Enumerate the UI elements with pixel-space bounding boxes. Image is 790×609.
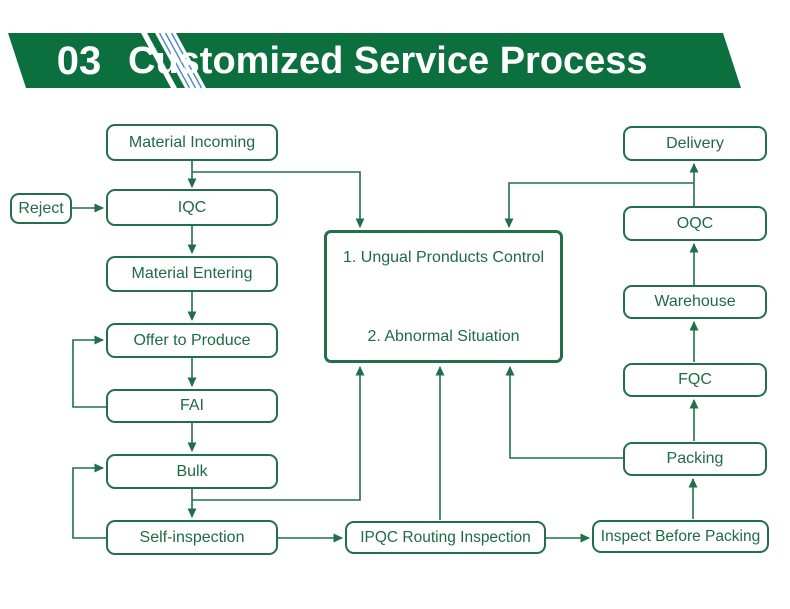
node-label: Offer to Produce xyxy=(133,331,251,349)
loop-fai-to-offer xyxy=(73,340,106,407)
node-label: Self-inspection xyxy=(139,528,245,546)
node-packing xyxy=(623,442,767,476)
section-number: 03 xyxy=(56,39,102,83)
node-label: OQC xyxy=(676,214,714,232)
node-material-entering xyxy=(106,256,278,292)
node-label: Reject xyxy=(18,199,64,217)
node-delivery xyxy=(623,126,767,161)
control-box-line2: 2. Abnormal Situation xyxy=(367,328,520,345)
node-self-inspection xyxy=(106,520,278,555)
node-warehouse xyxy=(623,285,767,319)
node-label: IPQC Routing Inspection xyxy=(360,528,531,546)
node-bulk xyxy=(106,454,278,489)
node-label: Packing xyxy=(666,450,724,467)
node-inspect-before-packing xyxy=(592,520,769,553)
node-label: Warehouse xyxy=(654,293,736,310)
node-label: Material Incoming xyxy=(128,133,256,151)
page-title: Customized Service Process xyxy=(128,40,648,82)
node-fqc xyxy=(623,363,767,397)
node-label: Inspect Before Packing xyxy=(600,527,761,545)
node-ipqc-routing-inspection xyxy=(345,521,546,554)
node-control-box xyxy=(324,230,563,363)
node-reject xyxy=(10,193,72,224)
branch-packing-to-control xyxy=(510,367,623,458)
node-offer-to-produce xyxy=(106,323,278,358)
control-box-line1: 1. Ungual Pronducts Control xyxy=(343,249,544,266)
node-label: Bulk xyxy=(176,462,208,480)
node-iqc xyxy=(106,189,278,226)
node-oqc xyxy=(623,206,767,241)
node-fai xyxy=(106,389,278,423)
node-label: FQC xyxy=(678,371,712,388)
loop-self-inspection-to-bulk xyxy=(73,468,106,538)
node-material-incoming xyxy=(106,124,278,161)
node-label: Delivery xyxy=(666,134,724,152)
node-label: Material Entering xyxy=(131,265,253,282)
node-label: FAI xyxy=(179,397,204,414)
node-label: IQC xyxy=(177,198,207,216)
